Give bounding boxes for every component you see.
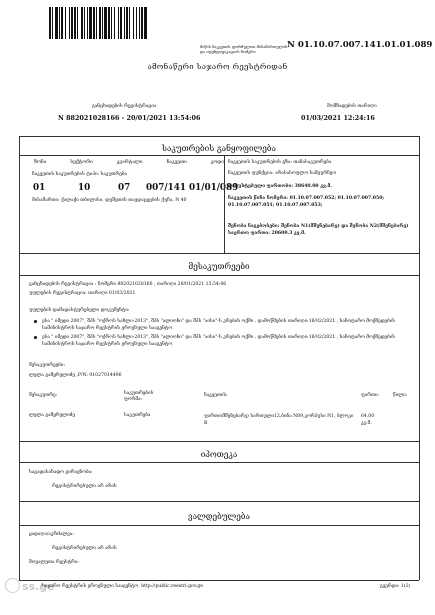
- basis-item-1: ესა " იმედი 2007", შპს "ოქროს სახლი-2013", შპს "ალიონი" და შპს "აისი"-ს კრების ოქმი , დამოწმების თარიღი:16/02/2021 , სანოტარო მოქმედების სამინისტროს საჯარო რეესტრის ეროვნული სააგენტო: [42, 319, 396, 331]
- code-full: 01/01/089: [189, 183, 239, 193]
- encumbrance-value-1: რეგისტრირებული არ არის: [52, 546, 117, 551]
- mortgage-section-title: იპოთეკა: [200, 449, 238, 459]
- code-parcel: 007/141: [146, 183, 186, 193]
- row-owner: ლელა გამყრელიძე: [29, 413, 75, 418]
- row-form: საკუთრება: [124, 413, 151, 418]
- area: დაზუსტებული ფართობი: 38640.00 კვ.მ.: [228, 184, 332, 189]
- agency-title: ამონაწერი საჯარო რეესტრიდან: [147, 62, 288, 71]
- prep-date-label: მომზადების თარიღი: [327, 104, 377, 109]
- table-head-share: წილი:: [393, 393, 408, 398]
- basis-item-2: ესა " იმედი 2007", შპს "ოქროს სახლი-2013", შპს "ალიონი" და შპს "აისი"-ს კრების ოქმი , დამოწმების თარიღი:16/02/2021 , სანოტარო მოქმედების სამინისტროს საჯარო რეესტრის ეროვნული სააგენტო: [42, 335, 396, 347]
- table-head-form: საკუთრების ფორმა:: [124, 391, 154, 403]
- watermark: ss.ge: [22, 580, 55, 593]
- owner-name-line: ლელა გამყრელიძე ,P/N: 01027014496: [29, 373, 122, 378]
- table-head-owner: მესაკუთრე:: [29, 393, 58, 398]
- code-label-quarter: კვარტალი: [116, 160, 143, 165]
- barcode: [49, 7, 199, 39]
- owners-section-title: მესაკუთრეები: [188, 261, 250, 271]
- footer-agency: საჯარო რეესტრის ეროვნული სააგენტო. http://public.reestri.gov.ge: [42, 584, 203, 589]
- code-zone: 01: [33, 183, 46, 193]
- ownership-type: ნაკვეთის საკუთრების გზა: თანასაკუთრება: [228, 160, 332, 165]
- code-label-zone: ზონა: [34, 160, 47, 165]
- address: მისამართი: ქალაქი თბილისი, დუშეთის თავდაცვების ქუჩა, N 40: [32, 198, 187, 203]
- footer-page: გვერდი: 1(2): [380, 584, 411, 589]
- purpose: ნაკვეთის ფუნქცია: არასასოფლო სამეურნეო: [228, 171, 337, 176]
- encumbrance-section-title: ვალდებულება: [188, 511, 250, 521]
- owner-right-date: უფლების რეგისტრაცია: თარიღი 01/03/2021: [29, 291, 136, 296]
- app-num-label: განცხადების რეგისტრაცია: [92, 104, 157, 109]
- table-head-object: ნაკვეთის:: [204, 393, 228, 398]
- row-object: ფართი(მშენებარე) სართული12,ბინა N89,კორპუსი N1, ბლოკი B: [204, 414, 354, 426]
- mortgage-value: რეგისტრირებული არ არის: [52, 484, 117, 489]
- table-head-area: ფართი:: [361, 393, 380, 398]
- prep-date-value: 01/03/2021 12:24:16: [301, 114, 375, 122]
- code-label-parcel: ნაკვეთი: [166, 160, 187, 165]
- property-section-title: საკუთრების განყოფილება: [162, 143, 276, 153]
- buildings: შენობა ნაგებობები: შენობა N1(მშენებარე) და შენობა N2(მშენებარე) საერთო ფართი: 20600.3 კვ.მ.: [228, 224, 409, 236]
- watermark-icon: [5, 578, 20, 593]
- code-label-sector: სექტორი: [70, 160, 93, 165]
- basis-label: უფლების დამადასტურებელი დოკუმენტი:: [29, 308, 130, 313]
- land-type-label: ნაკვეთის საკუთრების ტიპი: საკუთრება: [32, 172, 127, 177]
- encumbrance-label-1: ყადაღა/აკრძალვა:: [29, 532, 74, 537]
- code-label-code: კოდი: [210, 160, 224, 165]
- document-number: N 01.10.07.007.141.01.01.089: [287, 40, 433, 50]
- mortgage-label: საგადასახადო გირავნობა:: [29, 470, 93, 475]
- code-sector: 10: [78, 183, 91, 193]
- row-area: 64.00 კვ.მ.: [361, 414, 375, 426]
- owner-registration: განცხადების რეგისტრაცია : ნომერი 882021028166 , თარიღი 20/01/2021 13:54:06: [29, 282, 227, 287]
- encumbrance-label-2: მოვალეთა რეესტრი:: [29, 560, 79, 565]
- barcode-caption: მიწის ნაკვეთის ფორმულით მისამართულის და იდენტიფიკაციის ნომერი: [200, 44, 288, 54]
- previous-codes: ნაკვეთის წინა ნომერი: 01.10.07.007.052; 01.10.07.007.050; 01.10.07.007.051; 01.10.07.007.053;: [228, 196, 385, 208]
- app-num-value: N 882021028166 - 20/01/2021 13:54:06: [58, 114, 201, 122]
- code-quarter: 07: [118, 183, 131, 193]
- owners-heading: მესაკუთრეები:: [29, 363, 65, 368]
- code-labels: [34, 160, 224, 165]
